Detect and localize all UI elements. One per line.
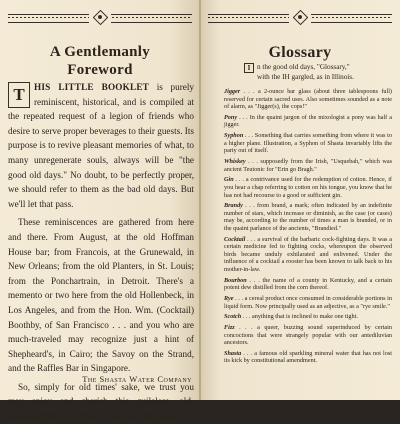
dropcap-initial: T <box>8 82 30 108</box>
ornament-icon <box>89 10 111 25</box>
signature: The Shasta Water Company <box>82 374 192 384</box>
glossary-entry <box>224 313 392 321</box>
glossary-term: Scotch <box>224 313 242 321</box>
paragraph-1-text: is purely reminiscent, historical, and is compiled at the repeated request of a legion of friends who desire to serve proper beverages to their guests. Its purpose is to revive pleasant memories of what, to many unregenerate souls, always will be "the good old days." No doubt, to be perfectly proper, we should refer to them as the bad old days. But we'll let that pass. <box>8 82 194 209</box>
glossary-definition: . . . a cereal product once consumed in considerable portions in liquid form. Now principally used as an adjective, as a "rye smile." <box>224 295 392 310</box>
glossary-term: Fizz <box>224 323 235 331</box>
glossary-term: Brandy <box>224 202 243 210</box>
right-page <box>200 0 400 400</box>
glossary-term: Pony <box>224 113 238 121</box>
glossary-list <box>224 88 392 368</box>
glossary-definition: . . . a contrivance used for the redemption of cotton. Hence, if you hear a chap referring to cotton on his tongue, you know that he has not had recourse to a good or sufficient gin. <box>224 176 392 199</box>
glossary-definition: . . . In the quaint jargon of the mixologist a pony was half a jigger. <box>224 113 392 129</box>
glossary-definition: . . . supposedly from the Irish, "Usquebah," which was ancient Teutonic for "Erin go Bragh." <box>224 158 392 173</box>
glossary-term: Cocktail <box>224 235 246 243</box>
lead-in: HIS LITTLE BOOKLET <box>34 82 149 92</box>
glossary-entry <box>224 324 392 347</box>
foreword-paragraph-1 <box>8 80 194 211</box>
glossary-term: Shasta <box>224 349 242 357</box>
left-page <box>0 0 200 422</box>
glossary-term: Whiskey <box>224 158 246 166</box>
glossary-definition: . . . a queer, buzzing sound superinduced by certain concoctions that were strangely popular with our antediluvian ancestors. <box>224 323 392 347</box>
glossary-title: Glossary <box>268 44 332 61</box>
glossary-entry <box>224 176 392 199</box>
foreword-title-line1: A Gentlemanly <box>49 44 151 60</box>
foreword-paragraph-3: So, simply for old times' sake, we trust you may enjoy and cherish this guileless, old-fashioned little brochure of the days that were. <box>8 381 194 422</box>
glossary-entry <box>224 132 392 155</box>
glossary-entry <box>224 114 392 129</box>
glossary-definition: . . . Something that carries something from where it was to a higher plane. Illustration, a Syphon of Shasta invariably lifts the party out of itself. <box>224 132 392 155</box>
top-border-left <box>8 14 96 23</box>
glossary-entry <box>224 236 392 274</box>
glossary-entry <box>224 277 392 292</box>
intro-initial: I <box>244 63 254 73</box>
glossary-definition: . . . a 2-ounce bar glass (about three tablespoons full) reserved for certain sacred uses. Also sometimes sounded as a note of alarm, as "Jigger(s), the cops!" <box>224 88 392 111</box>
book-gutter <box>199 0 201 400</box>
ornament-icon <box>289 10 311 25</box>
glossary-definition: . . . the name of a county in Kentucky, and a certain potent dew distilled from the corn thereof. <box>224 276 392 292</box>
top-border-left <box>208 14 292 23</box>
top-border-right <box>108 14 192 23</box>
foreword-body <box>8 80 194 424</box>
top-border-right <box>304 14 392 23</box>
glossary-entry <box>224 202 392 232</box>
glossary-intro <box>244 62 364 82</box>
glossary-entry <box>224 295 392 310</box>
glossary-term: Jigger <box>224 88 241 95</box>
glossary-entry <box>224 158 392 173</box>
glossary-term: Syphon <box>224 132 244 140</box>
intro-text: n the good old days, "Glossary," with the IH gargled, as in Illinois. <box>257 63 354 81</box>
glossary-term: Bourbon <box>224 276 247 284</box>
glossary-definition: . . . anything that is inclined to make one tight. <box>241 313 358 321</box>
glossary-entry <box>224 88 392 111</box>
glossary-entry <box>224 350 392 365</box>
glossary-term: Rye <box>224 295 234 302</box>
glossary-term: Gin <box>224 176 234 184</box>
foreword-title-line2: Foreword <box>67 62 133 78</box>
glossary-definition: . . . from brand, a mark; often indicated by an indefinite number of stars, which increase or diminish, as the case (or cases) may be, according to the number of times a man is branded, or in the quaint parlance of the ancients, "Brandied." <box>224 202 392 232</box>
foreword-paragraph-2: These reminiscences are gathered from here and there. From August, at the old Hoffman House bar; from Francois, at the Grunewald, in New Orleans; from the old Planters, in St. Louis; from the Ponchartrain, in Detroit. There's a memento or two here from the old Hollenbeck, in Los Angeles, and from the Hon. Wm. (Cocktail) Boothby, of San Francisco . . . and you who are much-traveled may recognize just a hint of Shepheard's, in Cairo; the Savoy on the Strand, and the Raffles Bar in Singapore. <box>8 217 194 374</box>
glossary-definition: . . . a famous old sparkling mineral water that has not lost its kick by constitutional amendment. <box>224 349 392 365</box>
glossary-definition: . . . a survival of the barbaric cock-fighting days. It was a certain medicine fed to fighting cocks, whereupon the observed birds became unduly exhilarated and enlivened. Under the influence of a cocktail a rooster has been known to talk back to his mother-in-law. <box>224 235 392 274</box>
